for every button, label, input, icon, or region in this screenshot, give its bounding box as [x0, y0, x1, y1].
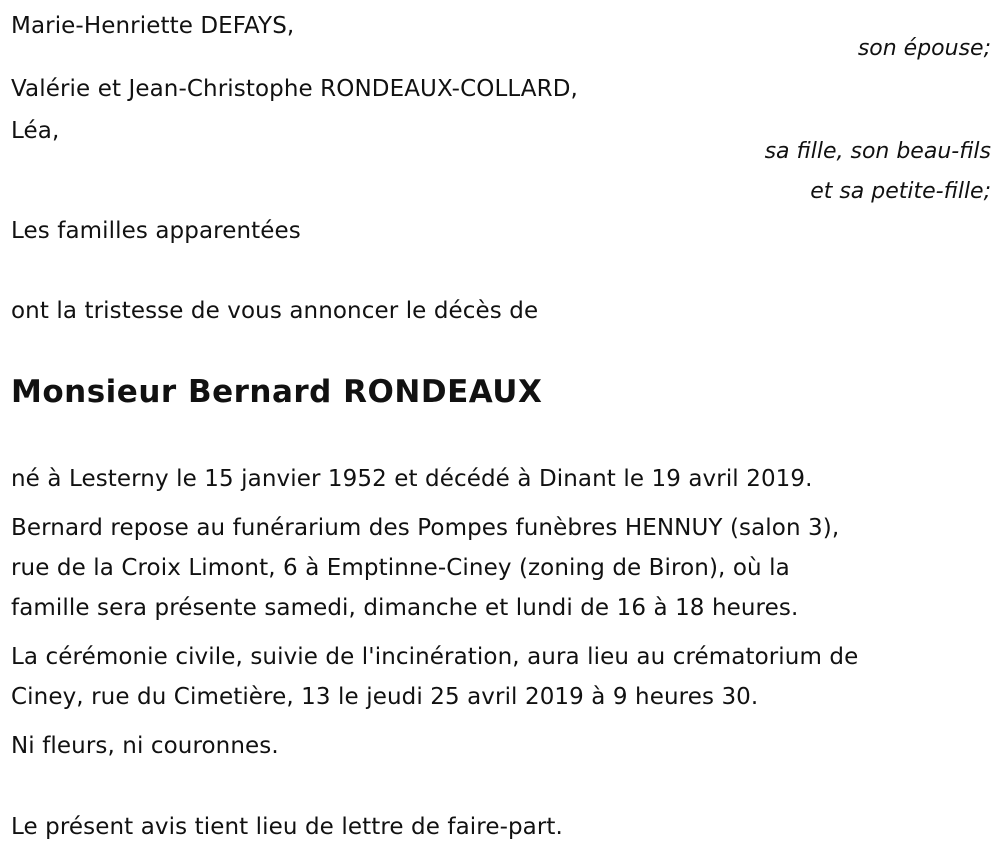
daughter-line: Valérie et Jean-Christophe RONDEAUX-COLLARD,	[11, 76, 578, 102]
relatives-line: Les familles apparentées	[11, 218, 301, 244]
spouse-role: son épouse;	[857, 36, 991, 61]
children-role-line-1: sa fille, son beau-fils	[764, 139, 991, 164]
repose-line-3: famille sera présente samedi, dimanche et lundi de 16 à 18 heures.	[11, 595, 799, 621]
deceased-name: Monsieur Bernard RONDEAUX	[11, 374, 543, 410]
granddaughter-name: Léa,	[11, 118, 60, 144]
flowers-line: Ni fleurs, ni couronnes.	[11, 733, 279, 759]
ceremony-line-1: La cérémonie civile, suivie de l'incinération, aura lieu au crématorium de	[11, 644, 859, 670]
ceremony-line-2: Ciney, rue du Cimetière, 13 le jeudi 25 avril 2019 à 9 heures 30.	[11, 684, 759, 710]
children-role-line-2: et sa petite-fille;	[810, 179, 991, 204]
repose-line-1: Bernard repose au funérarium des Pompes funèbres HENNUY (salon 3),	[11, 515, 840, 541]
repose-line-2: rue de la Croix Limont, 6 à Emptinne-Ciney (zoning de Biron), où la	[11, 555, 790, 581]
spouse-name: Marie-Henriette DEFAYS,	[11, 13, 295, 39]
closing-line: Le présent avis tient lieu de lettre de faire-part.	[11, 814, 563, 840]
birth-death-line: né à Lesterny le 15 janvier 1952 et décédé à Dinant le 19 avril 2019.	[11, 466, 813, 492]
announcement-line: ont la tristesse de vous annoncer le décès de	[11, 298, 539, 324]
